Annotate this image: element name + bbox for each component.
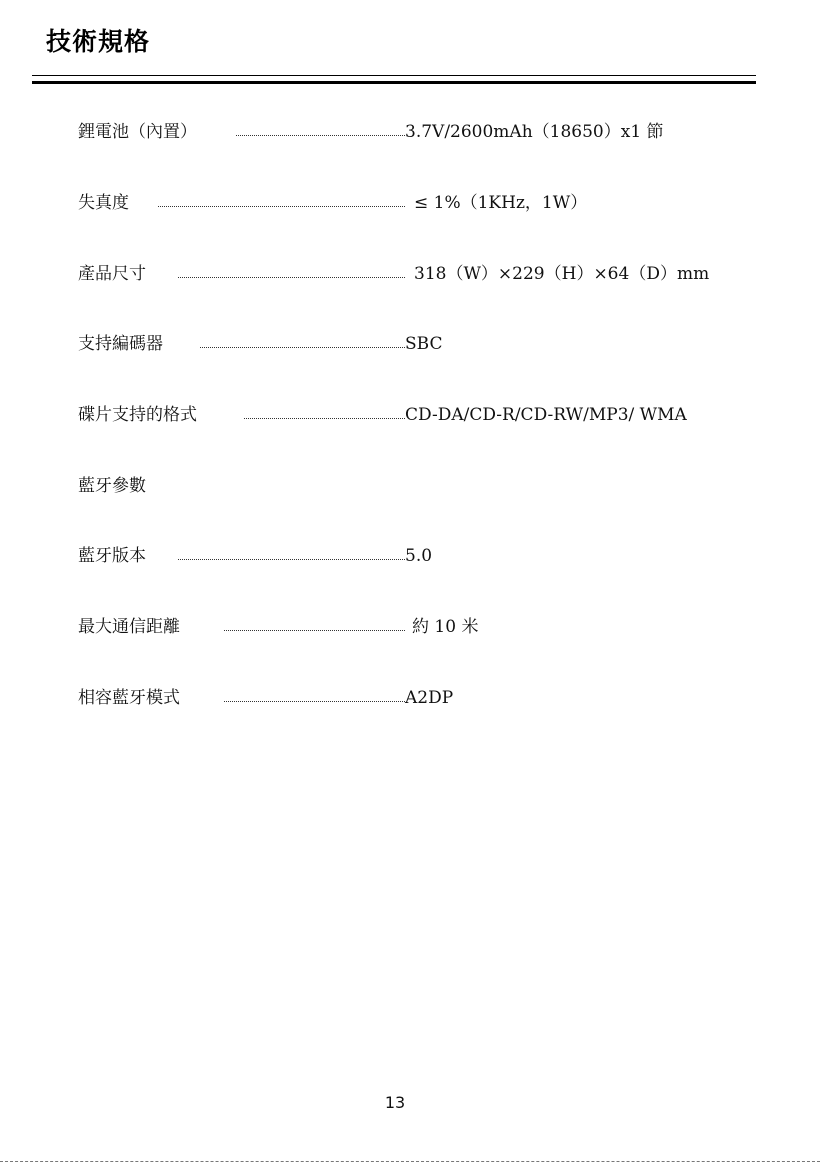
spec-row-dimensions: [78, 262, 738, 286]
spec-row-bt-version: [78, 544, 693, 568]
spec-row-battery: [78, 120, 693, 144]
page-title: 技術規格: [46, 27, 151, 56]
footer-line: [0, 1161, 820, 1162]
dot-leader: [178, 559, 405, 560]
spec-label: 最大通信距離: [78, 617, 180, 637]
spec-row-distortion: [78, 191, 693, 215]
dot-leader: [158, 206, 405, 207]
dot-leader: [236, 135, 405, 136]
dot-leader: [224, 701, 405, 702]
title-rule-thin: [32, 75, 756, 76]
spec-value: A2DP: [405, 688, 454, 708]
bluetooth-heading: 藍牙參數: [78, 476, 146, 496]
spec-label: 失真度: [78, 193, 129, 213]
spec-label: 藍牙版本: [78, 546, 146, 566]
page-number: 13: [384, 1093, 406, 1112]
spec-label: 鋰電池（內置）: [78, 122, 197, 142]
spec-value: SBC: [405, 334, 443, 354]
dot-leader: [200, 347, 405, 348]
spec-value: 3.7V/2600mAh（18650）x1 節: [405, 122, 664, 142]
spec-value: 約 10 米: [412, 617, 479, 637]
spec-value: ≤ 1%（1KHz，1W）: [414, 193, 588, 213]
spec-row-disc-formats: [78, 403, 693, 427]
spec-row-bt-profile: [78, 686, 693, 710]
spec-label: 碟片支持的格式: [78, 405, 197, 425]
spec-label: 支持編碼器: [78, 334, 163, 354]
spec-label: 產品尺寸: [78, 264, 146, 284]
dot-leader: [178, 277, 405, 278]
spec-value: CD-DA/CD-R/CD-RW/MP3/ WMA: [405, 405, 687, 425]
title-rule-thick: [32, 81, 756, 84]
spec-row-codec: [78, 332, 693, 356]
spec-value: 5.0: [405, 546, 433, 566]
spec-value: 318（W）×229（H）×64（D）mm: [414, 264, 710, 284]
dot-leader: [224, 630, 405, 631]
spec-row-bt-range: [78, 615, 693, 639]
dot-leader: [244, 418, 405, 419]
spec-label: 相容藍牙模式: [78, 688, 180, 708]
